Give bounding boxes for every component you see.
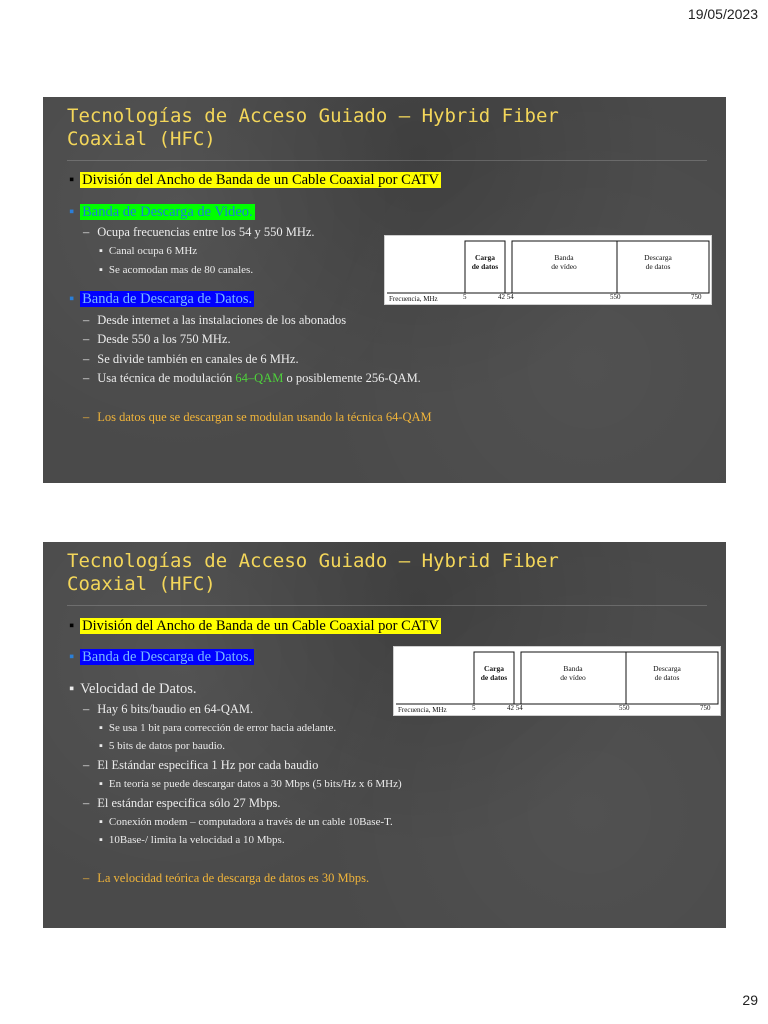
tick-42-54: 42 54 — [498, 293, 514, 301]
list-item: ▪ Conexión modem – computadora a través de un cable 10Base-T. — [99, 816, 393, 828]
bullet-heading: ▪ División del Ancho de Banda de un Cable Coaxial por CATV — [69, 172, 439, 188]
list-item: – Desde 550 a los 750 MHz. — [83, 332, 231, 346]
page-date: 19/05/2023 — [687, 6, 758, 22]
list-item: ▪ 5 bits de datos por baudio. — [99, 740, 226, 752]
note-text: – Los datos que se descargan se modulan usando la técnica 64-QAM — [83, 410, 432, 424]
list-item: ▪ En teoría se puede descargar datos a 30 Mbps (5 bits/Hz x 6 MHz) — [99, 778, 402, 790]
list-item: – Se divide también en canales de 6 MHz. — [83, 352, 299, 366]
block2-label-1: Banda — [563, 664, 583, 673]
bullet-data-band: ▪ Banda de Descarga de Datos. — [69, 649, 253, 665]
square-bullet-icon: ▪ — [69, 291, 75, 307]
spectrum-svg — [385, 236, 711, 304]
tick-750: 750 — [691, 293, 702, 301]
spectrum-diagram — [393, 646, 721, 716]
block1-label-2: de datos — [471, 262, 499, 271]
square-bullet-icon: ▪ — [69, 681, 75, 697]
list-item: ▪ Se acomodan mas de 80 canales. — [99, 264, 254, 276]
title-divider — [67, 160, 707, 161]
slide-title: Tecnologías de Acceso Guiado – Hybrid Fiber Coaxial (HFC) — [67, 550, 559, 595]
list-item: ▪ Canal ocupa 6 MHz — [99, 245, 198, 257]
block3-label-2: de datos — [654, 673, 680, 682]
block3-label-2: de datos — [645, 262, 671, 271]
tick-550: 550 — [619, 704, 630, 712]
list-item: – Desde internet a las instalaciones de los abonados — [83, 313, 347, 327]
slide-2 — [43, 542, 726, 928]
list-item: ▪ 10Base-/ limita la velocidad a 10 Mbps. — [99, 834, 285, 846]
bullet-video-band: ▪ Banda de Descarga de Video. — [69, 204, 253, 220]
axis-label: Frecuencia, MHz — [398, 706, 447, 714]
block3-label-1: Descarga — [644, 253, 672, 262]
square-bullet-icon: ▪ — [69, 618, 75, 634]
block1-label-1: Carga — [484, 664, 504, 673]
square-bullet-icon: ▪ — [69, 204, 75, 220]
page-number: 29 — [742, 992, 758, 1008]
tick-750: 750 — [700, 704, 711, 712]
bullet-heading: ▪ División del Ancho de Banda de un Cable Coaxial por CATV — [69, 618, 439, 634]
block1-label-2: de datos — [480, 673, 508, 682]
tick-5: 5 — [463, 293, 467, 301]
list-item: – Usa técnica de modulación 64–QAM o posiblemente 256-QAM. — [83, 371, 421, 385]
block2-label-2: de vídeo — [551, 262, 577, 271]
list-item: ▪ Se usa 1 bit para corrección de error hacia adelante. — [99, 722, 337, 734]
note-text: – La velocidad teórica de descarga de datos es 30 Mbps. — [83, 871, 370, 885]
list-item: – El Estándar especifica 1 Hz por cada baudio — [83, 758, 319, 772]
block1-label-1: Carga — [475, 253, 495, 262]
block2-label-2: de vídeo — [560, 673, 586, 682]
title-divider — [67, 605, 707, 606]
slide-title: Tecnologías de Acceso Guiado – Hybrid Fiber Coaxial (HFC) — [67, 105, 559, 150]
block2-label-1: Banda — [554, 253, 574, 262]
block3-label-1: Descarga — [653, 664, 681, 673]
list-item: – Ocupa frecuencias entre los 54 y 550 MHz. — [83, 225, 315, 239]
tick-42-54: 42 54 — [507, 704, 523, 712]
square-bullet-icon: ▪ — [69, 172, 75, 188]
tick-550: 550 — [610, 293, 621, 301]
list-item: – Hay 6 bits/baudio en 64-QAM. — [83, 702, 254, 716]
spectrum-diagram — [384, 235, 712, 305]
tick-5: 5 — [472, 704, 476, 712]
spectrum-svg — [394, 647, 720, 715]
square-bullet-icon: ▪ — [69, 649, 75, 665]
slide-1 — [43, 97, 726, 483]
bullet-data-band: ▪ Banda de Descarga de Datos. — [69, 291, 253, 307]
list-item: – El estándar especifica sólo 27 Mbps. — [83, 796, 281, 810]
axis-label: Frecuencia, MHz — [389, 295, 438, 303]
bullet-speed: ▪ Velocidad de Datos. — [69, 681, 197, 697]
